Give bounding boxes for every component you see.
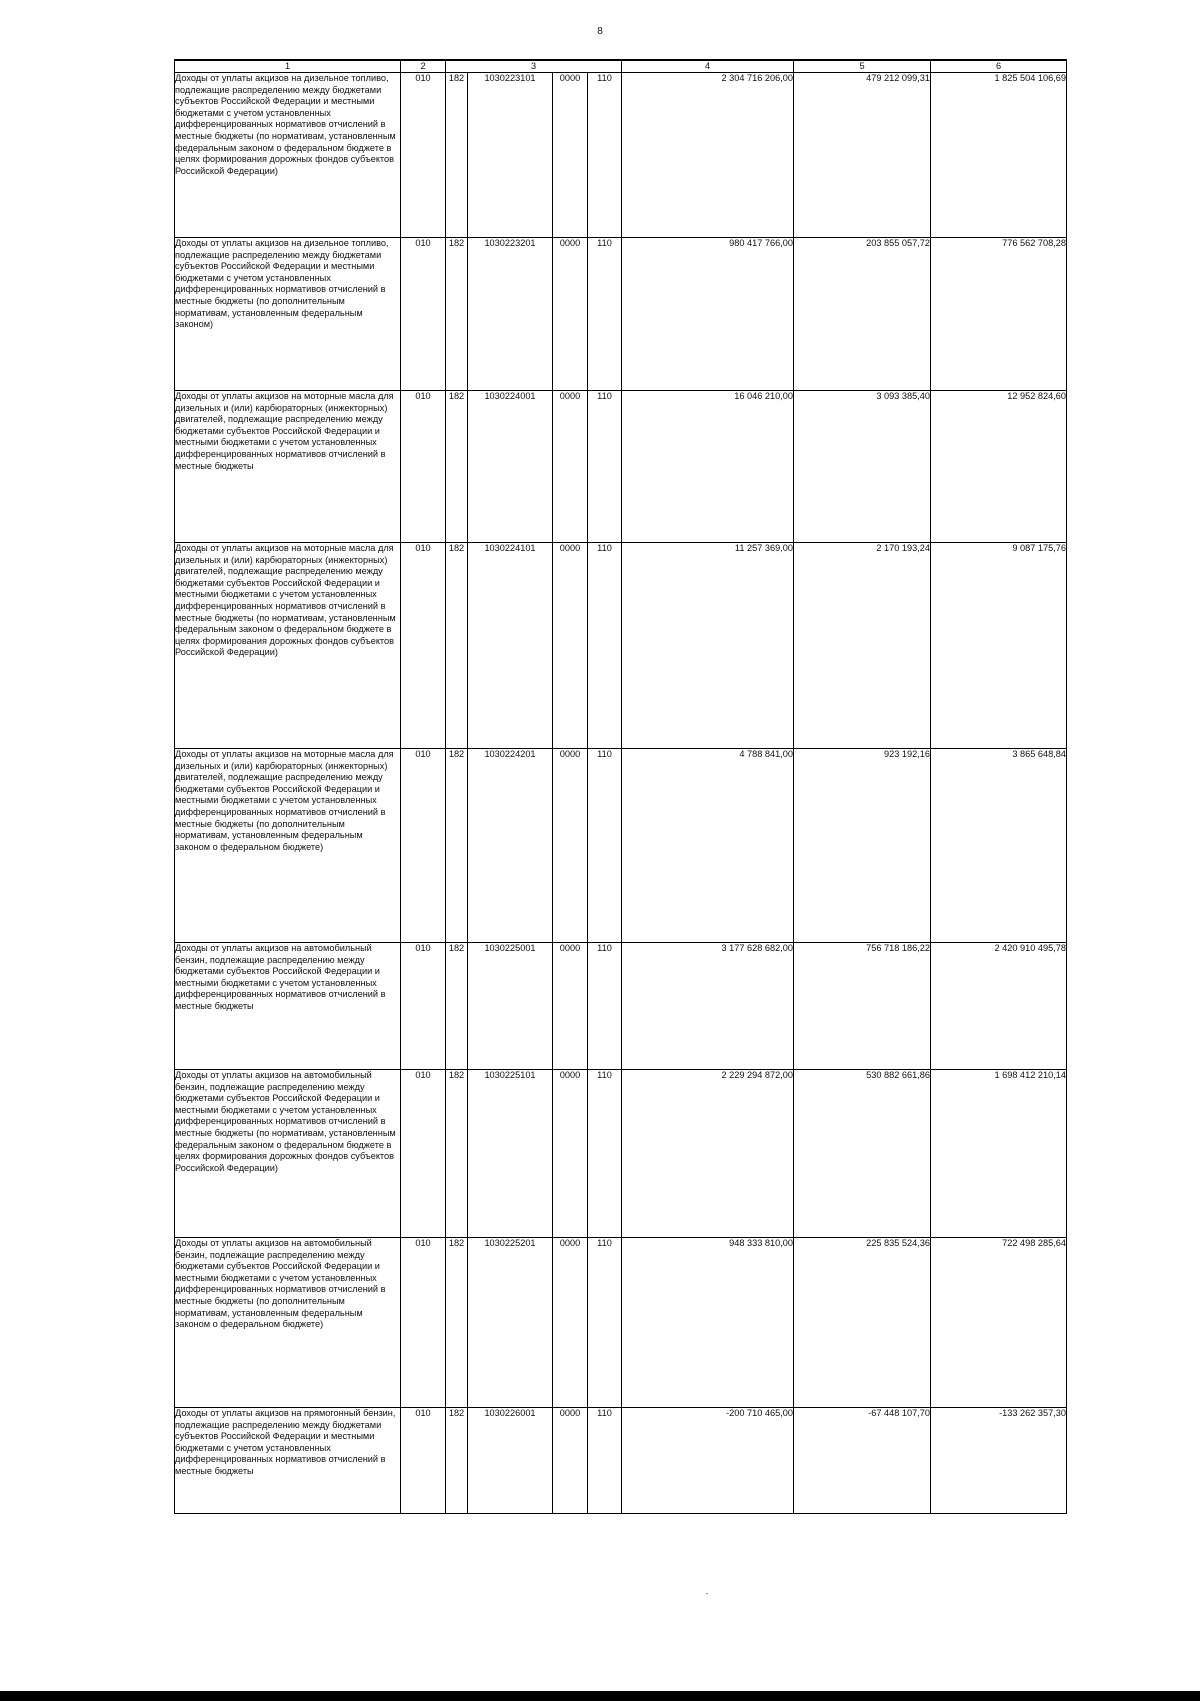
code-cell: 0000 [553,1408,588,1514]
code-cell: 182 [446,1070,468,1238]
code-cell: 1030224101 [468,543,553,749]
row-description: Доходы от уплаты акцизов на дизельное топливо, подлежащие распределению между бюджетами субъектов Российской Федерации и местными бюджетами с учетом установленных дифференцированных нормативов отчислений в местные бюджеты (по нормативам, установленным федеральным законом о федеральном бюджете в целях формирования дорожных фондов субъектов Российской Федерации) [175,73,401,238]
code-cell: 110 [588,543,622,749]
table-row [175,238,1067,391]
amount-cell: 203 855 057,72 [794,238,931,391]
code-cell: 010 [401,943,446,1070]
table-row [175,943,1067,1070]
code-cell: 1030223201 [468,238,553,391]
revenue-table [174,59,1067,1514]
code-cell: 0000 [553,1238,588,1408]
column-header: 3 [446,60,622,73]
table-row [175,1238,1067,1408]
amount-cell: 12 952 824,60 [931,391,1067,543]
code-cell: 110 [588,73,622,238]
amount-cell: 3 093 385,40 [794,391,931,543]
amount-cell: 923 192,16 [794,749,931,943]
row-description: Доходы от уплаты акцизов на моторные масла для дизельных и (или) карбюраторных (инжекторных) двигателей, подлежащие распределению между бюджетами субъектов Российской Федерации и местными бюджетами с учетом установленных дифференцированных нормативов отчислений в местные бюджеты (по нормативам, установленным федеральным законом о федеральном бюджете в целях формирования дорожных фондов субъектов Российской Федерации) [175,543,401,749]
code-cell: 0000 [553,391,588,543]
code-cell: 182 [446,73,468,238]
table-row [175,543,1067,749]
code-cell: 1030226001 [468,1408,553,1514]
column-header: 6 [931,60,1067,73]
row-description: Доходы от уплаты акцизов на моторные масла для дизельных и (или) карбюраторных (инжекторных) двигателей, подлежащие распределению между бюджетами субъектов Российской Федерации и местными бюджетами с учетом установленных дифференцированных нормативов отчислений в местные бюджеты [175,391,401,543]
amount-cell: 9 087 175,76 [931,543,1067,749]
amount-cell: 1 825 504 106,69 [931,73,1067,238]
code-cell: 010 [401,391,446,543]
amount-cell: 3 177 628 682,00 [622,943,794,1070]
code-cell: 182 [446,391,468,543]
code-cell: 182 [446,749,468,943]
amount-cell: 11 257 369,00 [622,543,794,749]
code-cell: 1030225201 [468,1238,553,1408]
amount-cell: 3 865 648,84 [931,749,1067,943]
row-description: Доходы от уплаты акцизов на автомобильный бензин, подлежащие распределению между бюджетами субъектов Российской Федерации и местными бюджетами с учетом установленных дифференцированных нормативов отчислений в местные бюджеты (по дополнительным нормативам, установленным федеральным законом о федеральном бюджете) [175,1238,401,1408]
code-cell: 010 [401,1070,446,1238]
amount-cell: -200 710 465,00 [622,1408,794,1514]
code-cell: 1030224201 [468,749,553,943]
code-cell: 110 [588,1238,622,1408]
code-cell: 182 [446,543,468,749]
row-description: Доходы от уплаты акцизов на прямогонный бензин, подлежащие распределению между бюджетами субъектов Российской Федерации и местными бюджетами с учетом установленных дифференцированных нормативов отчислений в местные бюджеты [175,1408,401,1514]
code-cell: 0000 [553,238,588,391]
column-header: 1 [175,60,401,73]
code-cell: 010 [401,73,446,238]
code-cell: 1030223101 [468,73,553,238]
amount-cell: 16 046 210,00 [622,391,794,543]
column-header: 5 [794,60,931,73]
column-header: 2 [401,60,446,73]
amount-cell: 2 420 910 495,78 [931,943,1067,1070]
row-description: Доходы от уплаты акцизов на автомобильный бензин, подлежащие распределению между бюджетами субъектов Российской Федерации и местными бюджетами с учетом установленных дифференцированных нормативов отчислений в местные бюджеты [175,943,401,1070]
amount-cell: -133 262 357,30 [931,1408,1067,1514]
code-cell: 110 [588,1408,622,1514]
row-description: Доходы от уплаты акцизов на моторные масла для дизельных и (или) карбюраторных (инжекторных) двигателей, подлежащие распределению между бюджетами субъектов Российской Федерации и местными бюджетами с учетом установленных дифференцированных нормативов отчислений в местные бюджеты (по дополнительным нормативам, установленным федеральным законом о федеральном бюджете) [175,749,401,943]
amount-cell: -67 448 107,70 [794,1408,931,1514]
code-cell: 0000 [553,73,588,238]
row-description: Доходы от уплаты акцизов на автомобильный бензин, подлежащие распределению между бюджетами субъектов Российской Федерации и местными бюджетами с учетом установленных дифференцированных нормативов отчислений в местные бюджеты (по нормативам, установленным федеральным законом о федеральном бюджете в целях формирования дорожных фондов субъектов Российской Федерации) [175,1070,401,1238]
amount-cell: 2 304 716 206,00 [622,73,794,238]
amount-cell: 530 882 661,86 [794,1070,931,1238]
row-description: Доходы от уплаты акцизов на дизельное топливо, подлежащие распределению между бюджетами субъектов Российской Федерации и местными бюджетами с учетом установленных дифференцированных нормативов отчислений в местные бюджеты (по дополнительным нормативам, установленным федеральным законом) [175,238,401,391]
page-number: 8 [597,26,603,37]
code-cell: 110 [588,749,622,943]
code-cell: 110 [588,391,622,543]
code-cell: 110 [588,943,622,1070]
code-cell: 010 [401,1408,446,1514]
code-cell: 0000 [553,543,588,749]
scan-edge-bar [0,1691,1200,1701]
code-cell: 110 [588,1070,622,1238]
column-header: 4 [622,60,794,73]
table-row [175,391,1067,543]
amount-cell: 479 212 099,31 [794,73,931,238]
table-row [175,1070,1067,1238]
table-row [175,73,1067,238]
amount-cell: 776 562 708,28 [931,238,1067,391]
amount-cell: 1 698 412 210,14 [931,1070,1067,1238]
code-cell: 0000 [553,1070,588,1238]
code-cell: 110 [588,238,622,391]
amount-cell: 2 229 294 872,00 [622,1070,794,1238]
table-row [175,749,1067,943]
code-cell: 010 [401,749,446,943]
scan-speck [706,1593,708,1594]
table-header-row [175,60,1067,73]
amount-cell: 2 170 193,24 [794,543,931,749]
code-cell: 1030225001 [468,943,553,1070]
code-cell: 182 [446,1238,468,1408]
code-cell: 010 [401,1238,446,1408]
code-cell: 182 [446,1408,468,1514]
amount-cell: 980 417 766,00 [622,238,794,391]
code-cell: 1030224001 [468,391,553,543]
code-cell: 0000 [553,749,588,943]
code-cell: 182 [446,238,468,391]
table-row [175,1408,1067,1514]
amount-cell: 948 333 810,00 [622,1238,794,1408]
amount-cell: 4 788 841,00 [622,749,794,943]
code-cell: 182 [446,943,468,1070]
amount-cell: 225 835 524,36 [794,1238,931,1408]
code-cell: 1030225101 [468,1070,553,1238]
amount-cell: 756 718 186,22 [794,943,931,1070]
code-cell: 0000 [553,943,588,1070]
code-cell: 010 [401,238,446,391]
code-cell: 010 [401,543,446,749]
amount-cell: 722 498 285,64 [931,1238,1067,1408]
